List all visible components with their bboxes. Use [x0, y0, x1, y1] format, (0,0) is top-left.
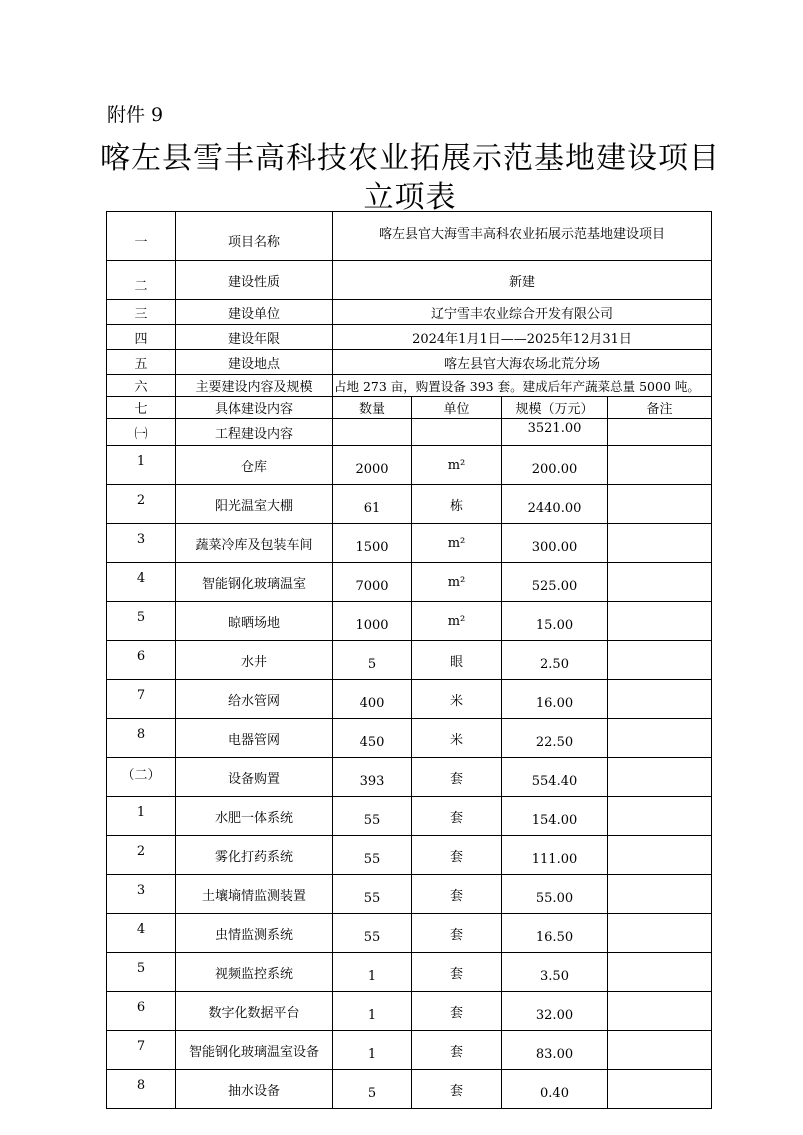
row-note — [608, 1070, 712, 1109]
row-no: 1 — [107, 446, 176, 485]
header-note: 备注 — [608, 397, 712, 419]
row-item: 虫情监测系统 — [176, 914, 333, 953]
table-header-row — [107, 397, 712, 419]
table-row — [107, 797, 712, 836]
table-row — [107, 485, 712, 524]
row-scale: 0.40 — [502, 1070, 608, 1109]
row-item: 阳光温室大棚 — [176, 485, 333, 524]
info-label: 建设地点 — [176, 350, 333, 375]
row-qty: 55 — [333, 797, 412, 836]
header-scale: 规模（万元） — [502, 397, 608, 419]
row-unit: 套 — [412, 1031, 502, 1070]
row-scale: 200.00 — [502, 446, 608, 485]
row-no: 4 — [107, 914, 176, 953]
row-no: 7 — [107, 680, 176, 719]
section-no: （二） — [107, 758, 176, 797]
section-qty — [333, 419, 412, 446]
info-label: 建设性质 — [176, 261, 333, 300]
info-row — [107, 350, 712, 375]
row-scale: 16.00 — [502, 680, 608, 719]
section-scale: 3521.00 — [502, 419, 608, 446]
info-row — [107, 212, 712, 261]
table-row — [107, 719, 712, 758]
row-note — [608, 797, 712, 836]
row-unit: 套 — [412, 836, 502, 875]
row-unit: 套 — [412, 797, 502, 836]
info-no: 四 — [107, 325, 176, 350]
section-unit — [412, 419, 502, 446]
row-note — [608, 836, 712, 875]
info-value: 占地 273 亩，购置设备 393 套。建成后年产蔬菜总量 5000 吨。 — [333, 375, 712, 397]
table-row — [107, 446, 712, 485]
row-no: 4 — [107, 563, 176, 602]
section-item: 工程建设内容 — [176, 419, 333, 446]
info-no: 三 — [107, 300, 176, 325]
section-qty: 393 — [333, 758, 412, 797]
row-qty: 61 — [333, 485, 412, 524]
row-note — [608, 992, 712, 1031]
row-item: 电器管网 — [176, 719, 333, 758]
row-note — [608, 641, 712, 680]
info-label: 建设单位 — [176, 300, 333, 325]
row-scale: 16.50 — [502, 914, 608, 953]
row-note — [608, 485, 712, 524]
row-scale: 111.00 — [502, 836, 608, 875]
info-row — [107, 375, 712, 397]
info-no: 二 — [107, 261, 176, 300]
table-row — [107, 602, 712, 641]
table-row — [107, 914, 712, 953]
row-note — [608, 563, 712, 602]
row-qty: 1500 — [333, 524, 412, 563]
row-qty: 450 — [333, 719, 412, 758]
table-row — [107, 1070, 712, 1109]
row-qty: 1 — [333, 992, 412, 1031]
info-label: 项目名称 — [176, 212, 333, 261]
row-scale: 55.00 — [502, 875, 608, 914]
row-no: 5 — [107, 602, 176, 641]
row-note — [608, 446, 712, 485]
row-qty: 1 — [333, 953, 412, 992]
row-item: 雾化打药系统 — [176, 836, 333, 875]
row-note — [608, 680, 712, 719]
section-note — [608, 419, 712, 446]
info-label: 主要建设内容及规模 — [176, 375, 333, 397]
row-qty: 1 — [333, 1031, 412, 1070]
row-no: 2 — [107, 836, 176, 875]
row-unit: 套 — [412, 1070, 502, 1109]
table-row — [107, 563, 712, 602]
header-item: 具体建设内容 — [176, 397, 333, 419]
row-item: 智能钢化玻璃温室设备 — [176, 1031, 333, 1070]
row-item: 视频监控系统 — [176, 953, 333, 992]
info-value: 辽宁雪丰农业综合开发有限公司 — [333, 300, 712, 325]
info-row — [107, 261, 712, 300]
row-scale: 83.00 — [502, 1031, 608, 1070]
section-item: 设备购置 — [176, 758, 333, 797]
row-note — [608, 524, 712, 563]
row-scale: 154.00 — [502, 797, 608, 836]
row-no: 1 — [107, 797, 176, 836]
info-no: 五 — [107, 350, 176, 375]
row-no: 3 — [107, 875, 176, 914]
table-row — [107, 641, 712, 680]
header-no: 七 — [107, 397, 176, 419]
info-value: 喀左县官大海雪丰高科农业拓展示范基地建设项目 — [333, 212, 712, 261]
row-qty: 55 — [333, 836, 412, 875]
row-item: 仓库 — [176, 446, 333, 485]
row-qty: 5 — [333, 641, 412, 680]
row-item: 抽水设备 — [176, 1070, 333, 1109]
info-value: 新建 — [333, 261, 712, 300]
section-row — [107, 758, 712, 797]
header-qty: 数量 — [333, 397, 412, 419]
row-scale: 2.50 — [502, 641, 608, 680]
row-qty: 400 — [333, 680, 412, 719]
row-qty: 5 — [333, 1070, 412, 1109]
row-item: 蔬菜冷库及包装车间 — [176, 524, 333, 563]
row-qty: 55 — [333, 875, 412, 914]
info-label: 建设年限 — [176, 325, 333, 350]
row-scale: 22.50 — [502, 719, 608, 758]
row-no: 8 — [107, 719, 176, 758]
row-unit: 套 — [412, 953, 502, 992]
row-unit: m² — [412, 602, 502, 641]
row-scale: 2440.00 — [502, 485, 608, 524]
info-value: 喀左县官大海农场北荒分场 — [333, 350, 712, 375]
row-item: 晾晒场地 — [176, 602, 333, 641]
info-value: 2024年1月1日——2025年12月31日 — [333, 325, 712, 350]
info-no: 六 — [107, 375, 176, 397]
row-item: 数字化数据平台 — [176, 992, 333, 1031]
row-no: 5 — [107, 953, 176, 992]
row-unit: 眼 — [412, 641, 502, 680]
table-row — [107, 953, 712, 992]
row-unit: 栋 — [412, 485, 502, 524]
section-scale: 554.40 — [502, 758, 608, 797]
row-no: 2 — [107, 485, 176, 524]
row-scale: 32.00 — [502, 992, 608, 1031]
row-note — [608, 875, 712, 914]
row-unit: 套 — [412, 992, 502, 1031]
info-row — [107, 300, 712, 325]
row-item: 水肥一体系统 — [176, 797, 333, 836]
row-scale: 3.50 — [502, 953, 608, 992]
row-note — [608, 602, 712, 641]
row-no: 7 — [107, 1031, 176, 1070]
table-row — [107, 524, 712, 563]
row-qty: 55 — [333, 914, 412, 953]
section-note — [608, 758, 712, 797]
section-row — [107, 419, 712, 446]
construction-rows — [107, 446, 712, 758]
table-row — [107, 680, 712, 719]
table-row — [107, 992, 712, 1031]
document-title: 喀左县雪丰高科技农业拓展示范基地建设项目 — [100, 141, 720, 176]
table-row — [107, 836, 712, 875]
row-unit: m² — [412, 563, 502, 602]
section-unit: 套 — [412, 758, 502, 797]
row-note — [608, 1031, 712, 1070]
row-scale: 15.00 — [502, 602, 608, 641]
header-unit: 单位 — [412, 397, 502, 419]
row-item: 土壤墒情监测装置 — [176, 875, 333, 914]
row-unit: 套 — [412, 914, 502, 953]
row-item: 水井 — [176, 641, 333, 680]
row-unit: 米 — [412, 719, 502, 758]
row-unit: 米 — [412, 680, 502, 719]
row-no: 6 — [107, 992, 176, 1031]
row-note — [608, 914, 712, 953]
row-qty: 1000 — [333, 602, 412, 641]
row-unit: m² — [412, 524, 502, 563]
project-table — [106, 211, 712, 1109]
info-no: 一 — [107, 212, 176, 261]
document-title-line2: 立项表 — [363, 180, 457, 215]
row-no: 6 — [107, 641, 176, 680]
row-no: 3 — [107, 524, 176, 563]
row-item: 智能钢化玻璃温室 — [176, 563, 333, 602]
row-scale: 300.00 — [502, 524, 608, 563]
row-unit: m² — [412, 446, 502, 485]
row-note — [608, 953, 712, 992]
annex-label: 附件 9 — [107, 104, 164, 126]
row-qty: 2000 — [333, 446, 412, 485]
row-note — [608, 719, 712, 758]
equipment-rows — [107, 797, 712, 1109]
row-item: 给水管网 — [176, 680, 333, 719]
row-scale: 525.00 — [502, 563, 608, 602]
table-row — [107, 875, 712, 914]
row-unit: 套 — [412, 875, 502, 914]
section-no: ㈠ — [107, 419, 176, 446]
table-row — [107, 1031, 712, 1070]
row-qty: 7000 — [333, 563, 412, 602]
info-row — [107, 325, 712, 350]
row-no: 8 — [107, 1070, 176, 1109]
